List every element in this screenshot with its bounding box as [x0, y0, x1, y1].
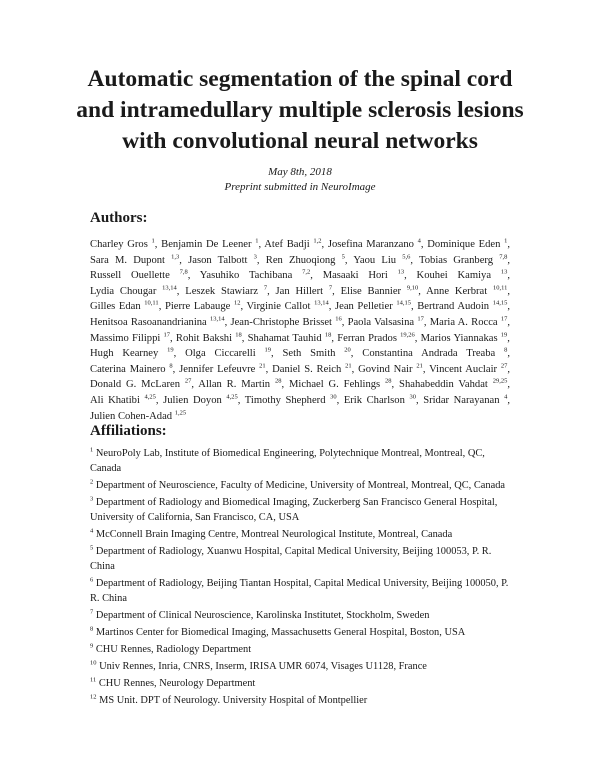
affiliations-heading: Affiliations: — [90, 423, 167, 439]
affiliation-text: Department of Neuroscience, Faculty of Medicine, University of Montreal, Montreal, QC, Canada — [95, 480, 506, 491]
affiliation-item — [90, 544, 510, 574]
affiliation-number: 10 — [90, 659, 97, 667]
affiliation-item — [90, 495, 510, 525]
author-name: Shahamat Tauhid — [247, 332, 322, 344]
author: Shahamat Tauhid $^{18}$, — [247, 331, 335, 344]
author: Anne Kerbrat $^{10,11}$, — [426, 284, 510, 297]
author: Constantina Andrada Treaba $^8$, — [362, 346, 510, 360]
author-name: Allan R. Martin — [198, 379, 271, 391]
author-name: Ali Khatibi — [90, 394, 140, 406]
author-name: Ferran Prados — [337, 332, 397, 344]
author: Michael G. Fehlings $^{28}$, — [288, 377, 395, 391]
affiliation-number: 9 — [90, 642, 94, 650]
affiliation-number: 7 — [90, 608, 94, 616]
affiliation-text: NeuroPoly Lab, Institute of Biomedical Engineering, Polytechnique Montreal, Montreal, QC, Canada — [90, 448, 485, 474]
affiliation-text: Department of Clinical Neuroscience, Karolinska Institutet, Stockholm, Sweden — [95, 610, 430, 621]
author: Russell Ouellette $^{7,8}$, — [90, 268, 191, 282]
author-affiliation-marker: 4 — [417, 237, 421, 245]
author-affiliation-marker: 7 — [263, 284, 268, 292]
author-name: Jan Hillert — [275, 285, 324, 297]
author-affiliation-marker: 18 — [324, 331, 332, 339]
affiliation-number: 2 — [90, 478, 94, 486]
author-affiliation-marker: 4,25 — [144, 393, 156, 401]
author-name: Paola Valsasina — [347, 316, 415, 328]
author-affiliation-marker: 7 — [328, 284, 333, 292]
author: Erik Charlson $^{30}$, — [343, 393, 419, 406]
author-affiliation-marker: 29,25 — [492, 377, 508, 385]
affiliation-item — [90, 576, 510, 606]
author-name: Gilles Edan — [90, 301, 141, 313]
author-name: Hugh Kearney — [90, 348, 159, 360]
author-name: Sara M. Dupont — [90, 254, 165, 266]
affiliation-text: CHU Rennes, Neurology Department — [98, 678, 256, 689]
author: Yasuhiko Tachibana $^{7,2}$, — [199, 268, 313, 282]
author-affiliation-marker: 1,25 — [174, 409, 187, 416]
author: Charley Gros $^1$, — [90, 237, 158, 250]
author: Olga Ciccarelli $^{19}$, — [185, 346, 274, 360]
author-name: Julien Cohen-Adad — [90, 410, 173, 422]
author: Govind Nair $^{21}$, — [358, 362, 426, 375]
affiliation-item — [90, 527, 510, 542]
author-name: Yaou Liu — [353, 254, 397, 266]
author-name: Shahabeddin Vahdat — [399, 379, 488, 391]
author: Henitsoa Rasoanandrianina $^{13,14}$, — [90, 315, 228, 328]
author: Rohit Bakshi $^{18}$, — [175, 331, 245, 344]
author: Caterina Mainero $^8$, — [90, 362, 176, 375]
author: Yaou Liu $^{5,6}$, — [353, 253, 414, 266]
author-affiliation-marker: 7,8 — [499, 253, 508, 261]
author-name: Timothy Shepherd — [244, 394, 326, 406]
affiliation-number: 4 — [90, 527, 94, 535]
author-affiliation-marker: 30 — [330, 393, 337, 401]
affiliation-number: 12 — [90, 693, 97, 701]
preprint-note: Preprint submitted in NeuroImage — [224, 181, 376, 193]
author-name: Vincent Auclair — [429, 363, 498, 375]
author-name: Dominique Eden — [427, 239, 501, 250]
author-name: Maria A. Rocca — [429, 316, 498, 328]
author-affiliation-marker: 30 — [409, 393, 416, 401]
author-name: Jean-Christophe Brisset — [230, 316, 332, 328]
author-affiliation-marker: 19 — [500, 331, 508, 339]
author-affiliation-marker: 21 — [259, 362, 266, 370]
author-affiliation-marker: 13,14 — [162, 284, 177, 292]
affiliation-number: 3 — [90, 495, 94, 503]
affiliation-number: 8 — [90, 625, 94, 633]
author: Julien Doyon $^{4,25}$, — [163, 393, 241, 406]
author-affiliation-marker: 1 — [504, 237, 508, 245]
author-affiliation-marker: 5,6 — [402, 253, 411, 261]
author: Ferran Prados $^{19,26}$, — [337, 331, 418, 344]
author: Virginie Callot $^{13,14}$, — [246, 299, 332, 313]
affiliation-item — [90, 676, 510, 691]
author-affiliation-marker: 19,26 — [400, 331, 415, 339]
affiliation-text: Department of Radiology and Biomedical Imaging, Zuckerberg San Francisco General Hospital, University of California, San Francisco, CA, USA — [90, 497, 498, 523]
author: Timothy Shepherd $^{30}$, — [244, 393, 340, 406]
author-name: Jennifer Lefeuvre — [179, 363, 256, 375]
affiliation-text: Department of Radiology, Xuanwu Hospital, Capital Medical University, Beijing 100053, P. R. China — [90, 546, 492, 572]
author-name: Virginie Callot — [246, 301, 311, 313]
author-name: Donald G. McLaren — [90, 379, 181, 391]
author-name: Yasuhiko Tachibana — [199, 270, 293, 282]
title-line: and intramedullary multiple sclerosis lesions — [76, 97, 524, 123]
author-affiliation-marker: 10,11 — [144, 299, 159, 307]
author-affiliation-marker: 8 — [169, 362, 173, 370]
author-affiliation-marker: 13 — [397, 268, 405, 276]
author: Donald G. McLaren $^{27}$, — [90, 377, 195, 391]
author: Ali Khatibi $^{4,25}$, — [90, 393, 159, 406]
affiliations-list — [90, 446, 510, 710]
title-line: Automatic segmentation of the spinal cord — [87, 66, 513, 92]
author: Seth Smith $^{20}$, — [282, 346, 354, 360]
author-name: Pierre Labauge — [164, 301, 231, 313]
author-affiliation-marker: 13,14 — [209, 315, 225, 323]
author — [90, 411, 186, 422]
author-affiliation-marker: 14,15 — [492, 299, 508, 307]
author-affiliation-marker: 28 — [274, 377, 282, 385]
author-name: Atef Badji — [264, 239, 310, 250]
affiliation-number: 11 — [90, 676, 97, 684]
author-affiliation-marker: 27 — [500, 362, 508, 370]
author: Dominique Eden $^1$, — [427, 237, 511, 250]
author-name: Masaaki Hori — [322, 270, 388, 282]
author: Masaaki Hori $^{13}$, — [322, 268, 407, 282]
author: Jean-Christophe Brisset $^{16}$, — [230, 315, 345, 328]
affiliation-item — [90, 625, 510, 640]
author: Ren Zhuoqiong $^5$, — [265, 253, 348, 266]
title-line: with convolutional neural networks — [122, 128, 478, 154]
author-name: Sridar Narayanan — [423, 394, 500, 406]
author: Lydia Chougar $^{13,14}$, — [90, 284, 180, 297]
author: Josefina Maranzano $^4$, — [327, 237, 424, 250]
author-affiliation-marker: 12 — [233, 299, 241, 307]
author-name: Tobias Granberg — [419, 254, 494, 266]
author: Sara M. Dupont $^{1,3}$, — [90, 253, 182, 266]
author: Jason Talbott $^3$, — [188, 253, 260, 266]
author-name: Constantina Andrada Treaba — [362, 348, 496, 360]
author: Gilles Edan $^{10,11}$, — [90, 299, 162, 313]
author: Vincent Auclair $^{27}$, — [429, 362, 511, 375]
author-name: Daniel S. Reich — [272, 363, 342, 375]
author-affiliation-marker: 20 — [344, 346, 351, 354]
author-name: Bertrand Audoin — [417, 301, 490, 313]
author: Marios Yiannakas $^{19}$, — [420, 331, 510, 344]
author-name: Benjamin De Leener — [161, 239, 252, 250]
affiliation-text: CHU Rennes, Radiology Department — [95, 644, 252, 655]
affiliation-item — [90, 659, 510, 674]
author-name: Lydia Chougar — [90, 285, 157, 297]
author: Tobias Granberg $^{7,8}$, — [419, 253, 511, 266]
author-affiliation-marker: 7,2 — [302, 268, 311, 276]
author-name: Kouhei Kamiya — [416, 270, 492, 282]
author: Pierre Labauge $^{12}$, — [164, 299, 244, 313]
author-name: Henitsoa Rasoanandrianina — [90, 316, 207, 328]
author-affiliation-marker: 1,2 — [313, 237, 322, 245]
author-affiliation-marker: 16 — [335, 315, 342, 323]
author: Elise Bannier $^{9,10}$, — [340, 284, 421, 297]
author-affiliation-marker: 17 — [500, 315, 508, 323]
author-name: Erik Charlson — [343, 394, 405, 406]
authors-list — [90, 237, 510, 424]
author-affiliation-marker: 18 — [235, 331, 242, 339]
author-affiliation-marker: 10,11 — [492, 284, 508, 292]
author: Paola Valsasina $^{17}$, — [347, 315, 427, 328]
affiliation-number: 1 — [90, 446, 94, 454]
author: Leszek Stawiarz $^7$, — [185, 284, 270, 297]
author: Bertrand Audoin $^{14,15}$, — [417, 299, 510, 313]
publication-date: May 8th, 2018 — [268, 166, 332, 178]
author-name: Govind Nair — [358, 363, 413, 375]
author-name: Josefina Maranzano — [327, 239, 414, 250]
author: Massimo Filippi $^{17}$, — [90, 331, 173, 344]
author-affiliation-marker: 17 — [417, 315, 424, 323]
author: Atef Badji $^{1,2}$, — [264, 237, 325, 250]
author-affiliation-marker: 28 — [385, 377, 392, 385]
author: Maria A. Rocca $^{17}$, — [429, 315, 511, 328]
author-name: Leszek Stawiarz — [185, 285, 259, 297]
author-name: Seth Smith — [282, 348, 336, 360]
author: Sridar Narayanan $^4$, — [423, 393, 511, 406]
author-affiliation-marker: 19 — [167, 346, 174, 354]
author-name: Caterina Mainero — [90, 363, 166, 375]
affiliation-item — [90, 446, 510, 476]
author-affiliation-marker: 8 — [504, 346, 508, 354]
affiliation-text: Martinos Center for Biomedical Imaging, Massachusetts General Hospital, Boston, USA — [95, 627, 466, 638]
affiliation-number: 6 — [90, 576, 94, 584]
author-affiliation-marker: 21 — [345, 362, 352, 370]
author-affiliation-marker: 21 — [416, 362, 423, 370]
author-affiliation-marker: 1 — [151, 237, 155, 245]
author: Jennifer Lefeuvre $^{21}$, — [179, 362, 269, 375]
affiliation-text: MS Unit. DPT of Neurology. University Hospital of Montpellier — [99, 695, 368, 706]
author-affiliation-marker: 1 — [255, 237, 259, 245]
affiliation-item — [90, 693, 510, 708]
author-affiliation-marker: 13,14 — [314, 299, 329, 307]
author-name: Ren Zhuoqiong — [265, 254, 336, 266]
author-name: Charley Gros — [90, 239, 148, 250]
authors-heading: Authors: — [90, 210, 148, 226]
author-affiliation-marker: 9,10 — [406, 284, 419, 292]
author: Jean Pelletier $^{14,15}$, — [335, 299, 414, 313]
author-name: Jean Pelletier — [335, 301, 393, 313]
author-name: Olga Ciccarelli — [185, 348, 256, 360]
author-affiliation-marker: 1,3 — [171, 253, 180, 261]
author: Shahabeddin Vahdat $^{29,25}$, — [399, 377, 510, 391]
author-affiliation-marker: 19 — [264, 346, 271, 354]
author: Daniel S. Reich $^{21}$, — [272, 362, 355, 375]
affiliation-item — [90, 642, 510, 657]
author-name: Julien Doyon — [163, 394, 222, 406]
affiliation-number: 5 — [90, 544, 94, 552]
author-affiliation-marker: 7,8 — [179, 268, 188, 276]
author: Hugh Kearney $^{19}$, — [90, 346, 177, 360]
author: Benjamin De Leener $^1$, — [161, 237, 262, 250]
author-affiliation-marker: 14,15 — [396, 299, 411, 307]
affiliation-item — [90, 478, 510, 493]
author-name: Michael G. Fehlings — [288, 379, 381, 391]
affiliation-text: Department of Radiology, Beijing Tiantan Hospital, Capital Medical University, Beijing 100050, P. R. China — [90, 578, 509, 604]
author-name: Marios Yiannakas — [420, 332, 498, 344]
affiliation-item — [90, 608, 510, 623]
author-affiliation-marker: 4 — [504, 393, 508, 401]
author-name: Anne Kerbrat — [426, 285, 488, 297]
author: Kouhei Kamiya $^{13}$, — [416, 268, 511, 282]
author-affiliation-marker: 3 — [253, 253, 257, 261]
author-name: Jason Talbott — [188, 254, 248, 266]
author-name: Elise Bannier — [340, 285, 402, 297]
affiliation-text: Univ Rennes, Inria, CNRS, Inserm, IRISA UMR 6074, Visages U1128, France — [99, 661, 427, 672]
author-affiliation-marker: 17 — [163, 331, 171, 339]
author-name: Russell Ouellette — [90, 270, 170, 282]
affiliation-text: McConnell Brain Imaging Centre, Montreal Neurological Institute, Montreal, Canada — [95, 529, 453, 540]
author: Jan Hillert $^7$, — [275, 284, 335, 297]
paper-title — [60, 64, 540, 157]
author-name: Rohit Bakshi — [175, 332, 233, 344]
author-affiliation-marker: 27 — [184, 377, 192, 385]
author-affiliation-marker: 13 — [500, 268, 508, 276]
author-affiliation-marker: 4,25 — [226, 393, 238, 401]
author: Allan R. Martin $^{28}$, — [198, 377, 285, 391]
author-name: Massimo Filippi — [90, 332, 161, 344]
author-affiliation-marker: 5 — [341, 253, 345, 261]
